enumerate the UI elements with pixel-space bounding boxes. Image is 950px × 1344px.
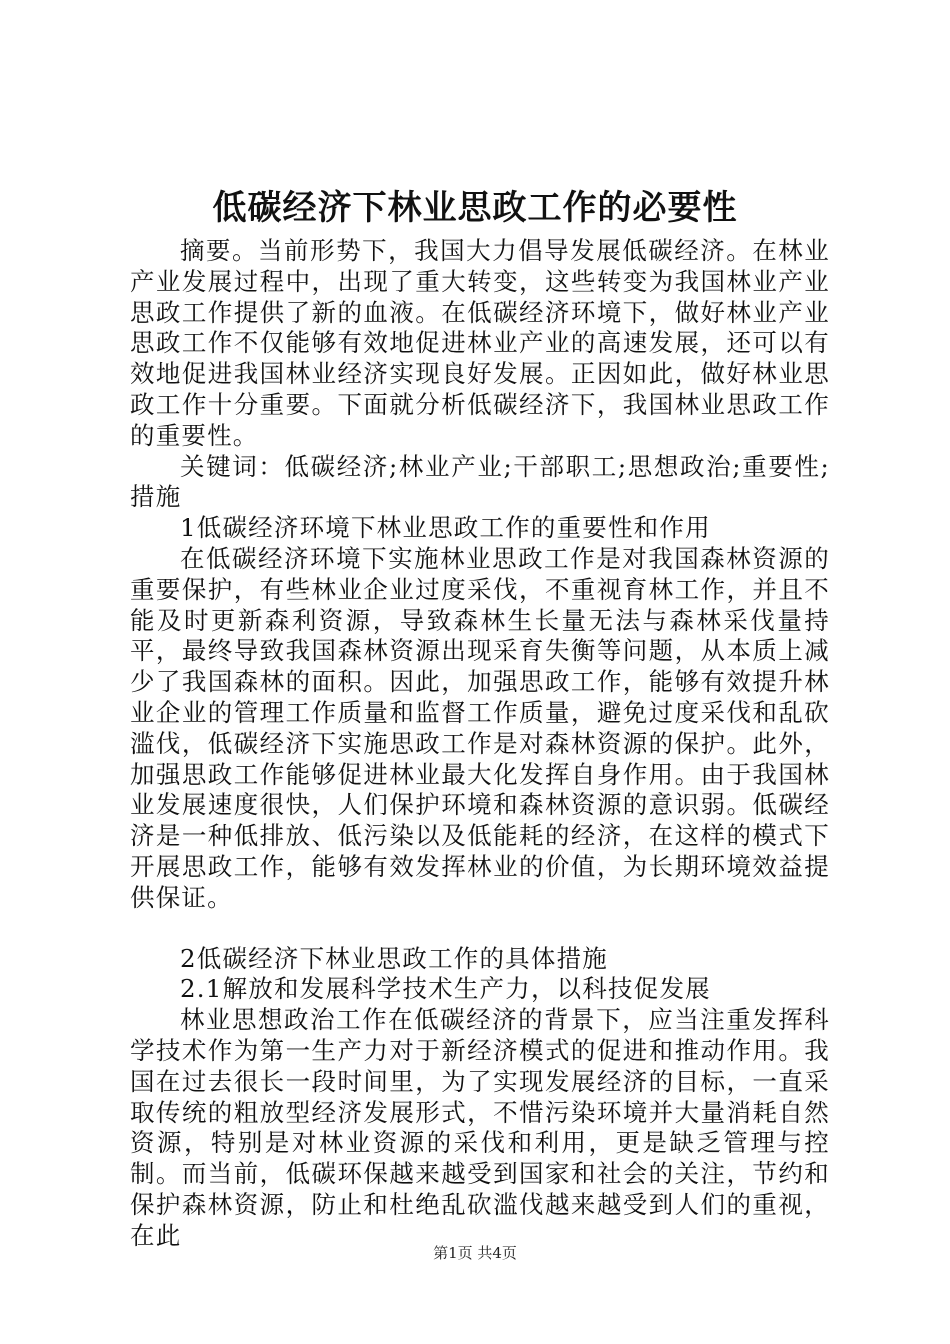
- body-paragraph: 林业思想政治工作在低碳经济的背景下，应当注重发挥科学技术作为第一生产力对于新经济模式的促进和推动作用。我国在过去很长一段时间里，为了实现发展经济的目标，一直采取传统的粗放型经济发展形式，不惜污染环境并大量消耗自然资源，特别是对林业资源的采伐和利用，更是缺乏管理与控制。而当前，低碳环保越来越受到国家和社会的关注，节约和保护森林资源，防止和杜绝乱砍滥伐越来越受到人们的重视，在此: [130, 1005, 830, 1250]
- section-heading-1: 1低碳经济环境下林业思政工作的重要性和作用: [180, 513, 711, 543]
- document-title: 低碳经济下林业思政工作的必要性: [212, 188, 738, 228]
- abstract-paragraph: 摘要。当前形势下，我国大力倡导发展低碳经济。在林业产业发展过程中，出现了重大转变，这些转变为我国林业产业思政工作提供了新的血液。在低碳经济环境下，做好林业产业思政工作不仅能够有效地促进林业产业的高速发展，还可以有效地促进我国林业经济实现良好发展。正因如此，做好林业思政工作十分重要。下面就分析低碳经济下，我国林业思政工作的重要性。: [130, 236, 830, 450]
- body-paragraph: 在低碳经济环境下实施林业思政工作是对我国森林资源的重要保护，有些林业企业过度采伐，不重视育林工作，并且不能及时更新森利资源，导致森林生长量无法与森林采伐量持平，最终导致我国森林资源出现采育失衡等问题，从本质上减少了我国森林的面积。因此，加强思政工作，能够有效提升林业企业的管理工作质量和监督工作质量，避免过度采伐和乱砍滥伐，低碳经济下实施思政工作是对森林资源的保护。此外，加强思政工作能够促进林业最大化发挥自身作用。由于我国林业发展速度很快，人们保护环境和森林资源的意识弱。低碳经济是一种低排放、低污染以及低能耗的经济，在这样的模式下开展思政工作，能够有效发挥林业的价值，为长期环境效益提供保证。: [130, 543, 830, 912]
- keywords-paragraph: 关键词：低碳经济;林业产业;干部职工;思想政治;重要性;措施: [130, 451, 830, 512]
- section-heading-2: 2低碳经济下林业思政工作的具体措施: [180, 943, 608, 973]
- subsection-heading-2-1: 2.1解放和发展科学技术生产力，以科技促发展: [180, 974, 711, 1004]
- document-body: [130, 236, 830, 1252]
- page-footer: 第1页 共4页: [433, 1244, 517, 1262]
